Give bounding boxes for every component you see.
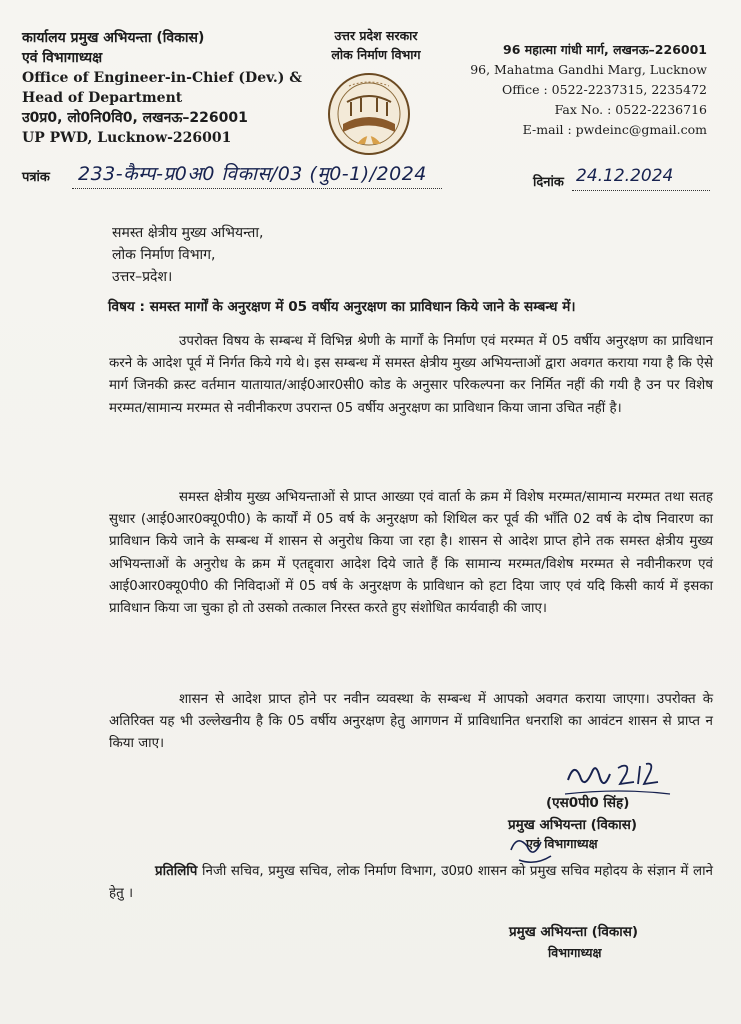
office-phone: Office : 0522-2237315, 2235472 <box>501 82 707 97</box>
government-heading <box>316 26 436 64</box>
copy-to-paragraph <box>109 861 713 905</box>
subject-line: विषय : समस्त मार्गों के अनुरक्षण में 05 वर्षीय अनुरक्षण का प्राविधान किये जाने के सम्बन्ध में। <box>108 299 576 315</box>
copy-text: निजी सचिव, प्रमुख सचिव, लोक निर्माण विभाग, उ0प्र0 शासन को प्रमुख सचिव महोदय के संज्ञान में लाने हेतु । <box>109 864 713 901</box>
body-paragraph: शासन से आदेश प्राप्त होने पर नवीन व्यवस्था के सम्बन्ध में आपको अवगत कराया जाएगा। उपरोक्त के अतिरिक्त यह भी उल्लेखनीय है कि 05 वर्षीय अनुरक्षण हेतु आगणन में प्राविधानित धनराशि का आवंटन शासन से प्राप्त न किया जाए। <box>109 692 713 752</box>
addressee-block <box>112 222 263 288</box>
office-subtitle-hindi: एवं विभागाध्यक्ष <box>22 50 103 66</box>
reference-dotted-line <box>72 188 442 189</box>
address-hindi: 96 महात्मा गांधी मार्ग, लखनऊ–226001 <box>503 42 707 57</box>
date-label: दिनांक <box>533 175 564 190</box>
date-dotted-line <box>572 190 710 191</box>
office-location-english: UP PWD, Lucknow-226001 <box>22 130 232 146</box>
fax-number: Fax No. : 0522-2236716 <box>554 102 707 117</box>
signatory-title: प्रमुख अभियन्ता (विकास) <box>508 817 638 833</box>
date-value: 24.12.2024 <box>576 166 674 186</box>
department-name: लोक निर्माण विभाग <box>331 47 421 62</box>
reference-label: पत्रांक <box>22 170 50 185</box>
contact-block <box>437 40 707 140</box>
office-name-english: Office of Engineer-in-Chief (Dev.) & <box>22 70 302 86</box>
copy-signatory-title: प्रमुख अभियन्ता (विकास) <box>509 924 639 940</box>
address-english: 96, Mahatma Gandhi Marg, Lucknow <box>470 62 707 77</box>
office-subtitle-english: Head of Department <box>22 90 183 106</box>
body-paragraph: समस्त क्षेत्रीय मुख्य अभियन्ताओं से प्राप्त आख्या एवं वार्ता के क्रम में विशेष मरम्मत/सामान्य मरम्मत तथा सतह सुधार (आई0आर0क्यू0पी0) के कार्यों में 05 वर्ष के अनुरक्षण को शिथिल कर पूर्व की भाँति 02 वर्ष के दोष निवारण का प्राविधान किये जाने के सम्बन्ध में शासन से अनुरोध किया जा रहा है। शासन से आदेश प्राप्त होने तक समस्त क्षेत्रीय मुख्य अभियन्ताओं के अनुरोध के क्रम में एतद्द्वारा आदेश दिये जाते हैं कि सामान्य मरम्मत/विशेष मरम्मत से नवीनीकरण एवं आई0आर0क्यू0पी0 की निविदाओं में 05 वर्ष के अनुरक्षण के प्राविधान को हटा दिया जाए एवं यदि किसी कार्य में इसका प्राविधान किया जा चुका हो तो उसको तत्काल निरस्त करते हुए संशोधित कार्यवाही की जाए। <box>109 490 713 617</box>
body-paragraph: उपरोक्त विषय के सम्बन्ध में विभिन्न श्रेणी के मार्गों के निर्माण एवं मरम्मत में 05 वर्षीय अनुरक्षण का प्राविधान करने के आदेश पूर्व में निर्गत किये गये थे। इस सम्बन्ध में समस्त क्षेत्रीय मुख्य अभियन्ताओं द्वारा अवगत कराया गया है कि ऐसे मार्ग जिनकी क्रस्ट वर्तमान यातायात/आई0आर0सी0 कोड के अनुसार परिकल्पना कर निर्मित नहीं की गयी है उन पर विशेष मरम्मत/सामान्य मरम्मत से नवीनीकरण उपरान्त 05 वर्षीय अनुरक्षण का प्राविधान किया जाना उचित नहीं है। <box>109 334 713 416</box>
office-name-hindi: कार्यालय प्रमुख अभियन्ता (विकास) <box>22 30 205 46</box>
signatory-name: (एस0पी0 सिंह) <box>546 795 630 811</box>
copy-label: प्रतिलिपि <box>155 864 198 879</box>
government-name: उत्तर प्रदेश सरकार <box>334 28 418 43</box>
addressee-line: लोक निर्माण विभाग, <box>112 247 216 263</box>
addressee-line: समस्त क्षेत्रीय मुख्य अभियन्ता, <box>112 225 264 241</box>
office-location-hindi: उ0प्र0, लो0नि0वि0, लखनऊ–226001 <box>22 110 248 126</box>
email-address: E-mail : pwdeinc@gmail.com <box>522 122 707 137</box>
copy-signatory-department: विभागाध्यक्ष <box>548 945 602 960</box>
department-emblem-logo <box>327 72 411 156</box>
office-address-block <box>22 28 322 148</box>
signatory-department: एवं विभागाध्यक्ष <box>526 836 598 851</box>
reference-number: 233-कैम्प-प्र0अ0 विकास/03 (मु0-1)/2024 <box>78 163 427 185</box>
addressee-line: उत्तर–प्रदेश। <box>112 269 173 285</box>
